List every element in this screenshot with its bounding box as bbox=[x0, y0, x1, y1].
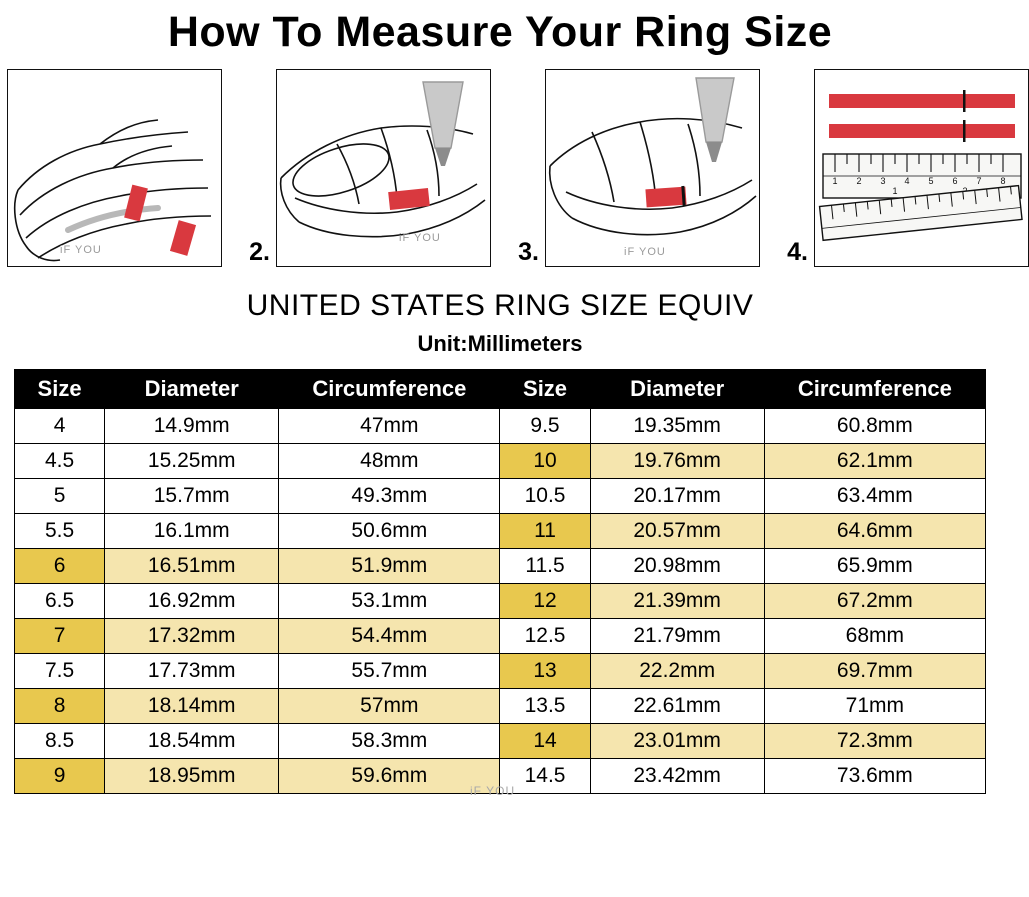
table-row bbox=[15, 619, 986, 654]
svg-text:8: 8 bbox=[1000, 176, 1006, 186]
table-cell: 51.9mm bbox=[279, 549, 500, 584]
table-cell: 22.61mm bbox=[590, 689, 764, 724]
table-cell: 14.9mm bbox=[105, 409, 279, 444]
step-3-illustration bbox=[545, 69, 760, 267]
table-wrap bbox=[0, 369, 1000, 798]
table-body bbox=[15, 409, 986, 794]
step-1-illustration bbox=[7, 69, 222, 267]
step-1-number bbox=[0, 240, 1, 267]
table-cell: 12 bbox=[500, 584, 590, 619]
table-cell: 16.51mm bbox=[105, 549, 279, 584]
table-cell: 18.14mm bbox=[105, 689, 279, 724]
table-cell: 23.42mm bbox=[590, 759, 764, 794]
step-1-watermark: iF YOU bbox=[60, 244, 102, 256]
table-cell: 12.5 bbox=[500, 619, 590, 654]
step-2 bbox=[240, 69, 491, 267]
table-cell: 8 bbox=[15, 689, 105, 724]
page-title: How To Measure Your Ring Size bbox=[167, 8, 833, 56]
table-cell: 9 bbox=[15, 759, 105, 794]
table-cell: 5 bbox=[15, 479, 105, 514]
table-cell: 13.5 bbox=[500, 689, 590, 724]
unit-label: Unit:Millimeters bbox=[417, 331, 583, 356]
table-row bbox=[15, 444, 986, 479]
table-cell: 50.6mm bbox=[279, 514, 500, 549]
table-row bbox=[15, 654, 986, 689]
table-cell: 71mm bbox=[764, 689, 985, 724]
table-cell: 58.3mm bbox=[279, 724, 500, 759]
ruler-measuring-strip-icon bbox=[815, 70, 1028, 266]
table-cell: 68mm bbox=[764, 619, 985, 654]
table-cell: 20.98mm bbox=[590, 549, 764, 584]
ring-size-table bbox=[14, 369, 986, 794]
table-cell: 72.3mm bbox=[764, 724, 985, 759]
table-cell: 73.6mm bbox=[764, 759, 985, 794]
table-cell: 21.39mm bbox=[590, 584, 764, 619]
table-cell: 11.5 bbox=[500, 549, 590, 584]
header-diameter-right: Diameter bbox=[590, 370, 764, 409]
table-cell: 19.35mm bbox=[590, 409, 764, 444]
table-row bbox=[15, 409, 986, 444]
step-4-illustration bbox=[814, 69, 1029, 267]
table-cell: 57mm bbox=[279, 689, 500, 724]
table-cell: 6.5 bbox=[15, 584, 105, 619]
section-heading: UNITED STATES RING SIZE EQUIV bbox=[246, 289, 754, 322]
table-cell: 69.7mm bbox=[764, 654, 985, 689]
svg-text:5: 5 bbox=[928, 176, 934, 186]
table-cell: 49.3mm bbox=[279, 479, 500, 514]
table-cell: 17.73mm bbox=[105, 654, 279, 689]
table-cell: 62.1mm bbox=[764, 444, 985, 479]
step-2-number: 2. bbox=[249, 238, 270, 266]
table-cell: 5.5 bbox=[15, 514, 105, 549]
table-cell: 54.4mm bbox=[279, 619, 500, 654]
table-cell: 47mm bbox=[279, 409, 500, 444]
step-3-watermark: iF YOU bbox=[624, 246, 666, 258]
table-cell: 15.7mm bbox=[105, 479, 279, 514]
table-cell: 16.92mm bbox=[105, 584, 279, 619]
table-cell: 4 bbox=[15, 409, 105, 444]
header-circumference-right: Circumference bbox=[764, 370, 985, 409]
table-row bbox=[15, 724, 986, 759]
table-cell: 67.2mm bbox=[764, 584, 985, 619]
svg-text:4: 4 bbox=[904, 176, 910, 186]
table-cell: 15.25mm bbox=[105, 444, 279, 479]
table-cell: 13 bbox=[500, 654, 590, 689]
table-cell: 55.7mm bbox=[279, 654, 500, 689]
table-cell: 10.5 bbox=[500, 479, 590, 514]
ring-size-guide-page bbox=[0, 8, 1006, 897]
table-cell: 65.9mm bbox=[764, 549, 985, 584]
header-circumference-left: Circumference bbox=[279, 370, 500, 409]
table-cell: 9.5 bbox=[500, 409, 590, 444]
step-4 bbox=[778, 69, 1029, 267]
header-size-left: Size bbox=[15, 370, 105, 409]
table-row bbox=[15, 689, 986, 724]
hand-with-strip-icon bbox=[8, 70, 221, 266]
table-cell: 14 bbox=[500, 724, 590, 759]
step-3-number: 3. bbox=[518, 238, 539, 266]
header-size-right: Size bbox=[500, 370, 590, 409]
step-2-illustration bbox=[276, 69, 491, 267]
table-row bbox=[15, 584, 986, 619]
table-watermark: iF YOU bbox=[470, 784, 516, 798]
table-cell: 59.6mm bbox=[279, 759, 500, 794]
table-cell: 63.4mm bbox=[764, 479, 985, 514]
table-row bbox=[15, 479, 986, 514]
table-cell: 20.57mm bbox=[590, 514, 764, 549]
step-2-watermark: iF YOU bbox=[399, 232, 441, 244]
steps-row bbox=[0, 69, 1006, 267]
step-4-number: 4. bbox=[787, 238, 808, 266]
svg-text:1: 1 bbox=[832, 176, 838, 186]
table-row bbox=[15, 549, 986, 584]
svg-text:6: 6 bbox=[952, 176, 958, 186]
table-cell: 8.5 bbox=[15, 724, 105, 759]
table-cell: 60.8mm bbox=[764, 409, 985, 444]
table-cell: 22.2mm bbox=[590, 654, 764, 689]
step-3 bbox=[509, 69, 760, 267]
table-header-row bbox=[15, 370, 986, 409]
table-cell: 7 bbox=[15, 619, 105, 654]
svg-text:3: 3 bbox=[880, 176, 886, 186]
strip-on-finger-marked-icon bbox=[546, 70, 759, 266]
svg-text:1: 1 bbox=[892, 186, 898, 196]
table-cell: 18.95mm bbox=[105, 759, 279, 794]
table-cell: 16.1mm bbox=[105, 514, 279, 549]
table-cell: 18.54mm bbox=[105, 724, 279, 759]
svg-text:7: 7 bbox=[976, 176, 982, 186]
table-cell: 21.79mm bbox=[590, 619, 764, 654]
table-cell: 17.32mm bbox=[105, 619, 279, 654]
svg-text:2: 2 bbox=[856, 176, 862, 186]
table-cell: 14.5 bbox=[500, 759, 590, 794]
step-1 bbox=[0, 69, 222, 267]
pen-marking-strip-icon bbox=[277, 70, 490, 266]
table-cell: 20.17mm bbox=[590, 479, 764, 514]
table-cell: 11 bbox=[500, 514, 590, 549]
table-cell: 19.76mm bbox=[590, 444, 764, 479]
table-cell: 7.5 bbox=[15, 654, 105, 689]
table-cell: 6 bbox=[15, 549, 105, 584]
header-diameter-left: Diameter bbox=[105, 370, 279, 409]
table-cell: 64.6mm bbox=[764, 514, 985, 549]
table-cell: 48mm bbox=[279, 444, 500, 479]
table-row bbox=[15, 514, 986, 549]
table-cell: 23.01mm bbox=[590, 724, 764, 759]
table-cell: 4.5 bbox=[15, 444, 105, 479]
table-cell: 10 bbox=[500, 444, 590, 479]
table-cell: 53.1mm bbox=[279, 584, 500, 619]
